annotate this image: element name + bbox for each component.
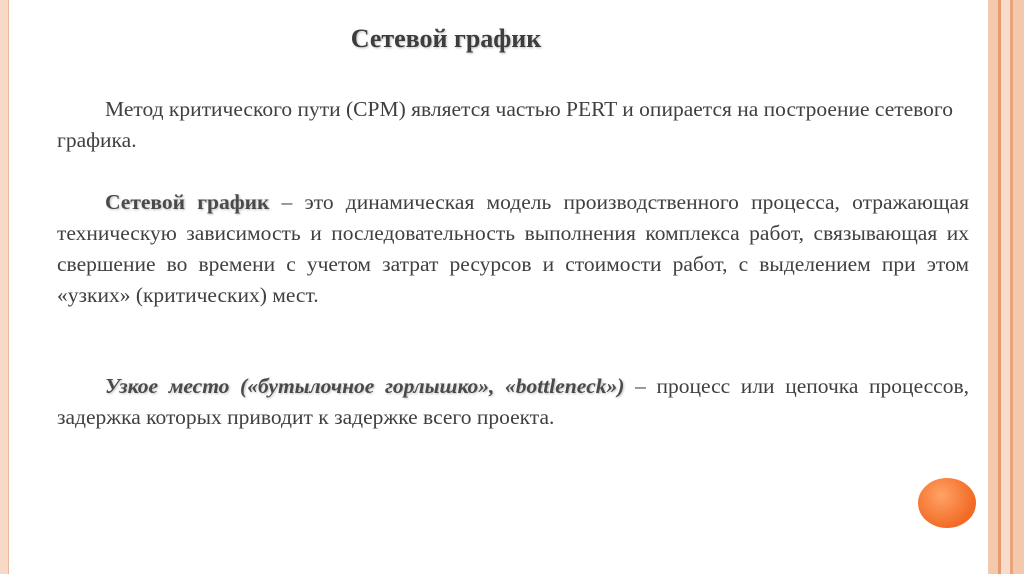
left-border-line	[8, 0, 9, 574]
paragraph-cpm	[57, 94, 969, 156]
right-decorative-stripe	[1001, 0, 1010, 574]
paragraph-network-definition	[57, 187, 969, 311]
definition-network-graph: – это динамическая модель производственного процесса, отражающая техническую зависимость и последовательность выполнения комплекса работ, связывающая их свершение во времени с учетом затрат ресурсов и стоимости работ, с выделением при этом «узких» (критических) мест.	[57, 190, 969, 307]
term-network-graph: Сетевой график	[105, 190, 270, 214]
paragraph-bottleneck-definition	[57, 371, 969, 433]
definition-bottleneck: – процесс или цепочка процессов, задержка которых приводит к задержке всего проекта.	[57, 374, 970, 429]
right-decorative-stripe	[1013, 0, 1024, 574]
orange-circle-decoration	[918, 478, 976, 528]
right-decorative-stripe	[988, 0, 998, 574]
paragraph-cpm-text: Метод критического пути (CPM) является частью PERT и опирается на построение сетевого графика.	[57, 97, 953, 152]
left-decorative-border	[0, 0, 8, 574]
slide-title: Сетевой график	[350, 24, 542, 53]
term-bottleneck: Узкое место («бутылочное горлышко», «bottleneck»)	[105, 374, 625, 398]
